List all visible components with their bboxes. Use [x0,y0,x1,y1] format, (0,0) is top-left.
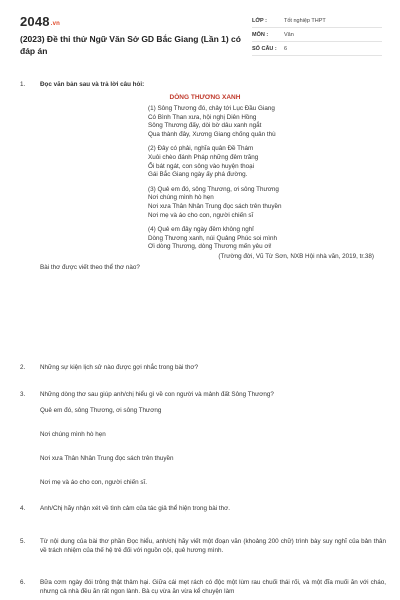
poem-stanza-2 [148,145,386,179]
info-value: Tốt nghiệp THPT [284,17,326,24]
quoted-line: Nơi mẹ và áo cho con, người chiến sĩ. [40,479,147,486]
poem-stanza-1 [148,105,386,139]
poem-line: Gái Bắc Giang ngày ấy phá đường. [148,171,248,179]
poem-line: Nơi mẹ và áo cho con, người chiến sĩ [148,211,254,219]
quoted-line: Nơi xưa Thân Nhân Trung đọc sách trên thuyền [40,455,174,462]
question-text: Từ nội dung của bài thơ phần Đọc hiểu, anh/chị hãy viết một đoạn văn (khoảng 200 chữ) trình bày suy nghĩ của bản thân về trách nhiệm của thế hệ trẻ đối với nguồn cội, quê hương mình. [40,538,386,554]
question-prompt: Đọc văn bản sau và trả lời câu hỏi: [40,81,145,88]
question-text: Những sự kiện lịch sử nào được gợi nhắc trong bài thơ? [40,364,199,371]
info-value: 6 [284,45,288,52]
question-2 [20,363,386,372]
info-label: LỚP : [252,17,267,24]
question-number: 4. [20,505,26,512]
question-4 [20,504,386,513]
question-text: Bữa cơm ngày đói trông thật thảm hại. Giữa cái mẹt rách có độc một lùm rau chuối thái rối, và một đĩa muối ăn với cháo, nhưng cả nhà đều ăn rất ngon lành. Bà cụ vừa ăn vừa kể chuyện làm [40,579,386,595]
info-label: MÔN : [252,31,269,38]
quoted-lines [40,406,386,487]
poem-line: Nơi xưa Thân Nhân Trung đọc sách trên thuyền [148,202,282,210]
question-5 [20,537,386,555]
info-label: SỐ CÂU : [252,45,277,52]
poem-line: Ổi bát ngát, con sông vào huyện thoại [148,162,255,170]
question-number: 3. [20,391,26,398]
question-number: 1. [20,81,26,88]
question-text: Những dòng thơ sau giúp anh/chị hiểu gì về con người và mảnh đất Sông Thương? [40,391,274,398]
site-logo[interactable] [20,14,60,29]
poem-line: Ơi dòng Thương, dòng Thương mến yêu ơi! [148,243,272,251]
question-3 [20,390,386,502]
logo-suffix: .vn [50,21,61,27]
poem-source: (Trường đời, Vũ Từ Sơn, NXB Hội nhà văn, 2019, tr.38) [218,252,374,260]
poem-stanza-3 [148,186,386,220]
poem-line: Dòng Thương xanh, núi Quảng Phúc soi mình [148,234,277,242]
poem-line: Nơi chúng mình hò hẹn [148,194,214,202]
poem-line: Sông Thương đấy, dòi bờ dâu xanh ngắt [148,122,262,130]
exam-info-table [252,14,382,56]
poem-line: (4) Quê em đây ngày đêm không nghỉ [148,226,254,234]
poem-line: (1) Sông Thương đó, chảy tới Lục Đầu Giang [148,105,275,112]
poem-stanza-4 [148,226,386,252]
quoted-line: Nơi chúng mình hò hẹn [40,431,106,438]
question-number: 2. [20,364,26,371]
info-row-count [252,42,382,56]
page-title: (2023) Đề thi thử Ngữ Văn Sở GD Bắc Giang (Lần 1) có đáp án [20,34,241,56]
question-text: Anh/Chị hãy nhận xét về tình cảm của tác giả thể hiện trong bài thơ. [40,505,231,512]
poem-line: Có Bình Than xưa, hội nghị Diên Hồng [148,113,257,121]
question-number: 5. [20,538,26,545]
poem-line: (3) Quê em đó, sông Thương, ơi sông Thương [148,185,279,193]
question-1 [20,80,386,272]
poem-title: DÒNG THƯƠNG XANH [169,94,241,101]
info-value: Văn [284,31,294,38]
poem [148,105,386,261]
poem-line: Xuôi chèo đánh Pháp những đêm trăng [148,153,259,161]
quoted-line: Quê em đó, sông Thương, ơi sông Thương [40,407,162,414]
question-number: 6. [20,579,26,586]
info-row-class [252,14,382,28]
poem-line: Qua thành đây, Xương Giang chống quân thù [148,130,276,138]
question-text: Bài thơ được viết theo thể thơ nào? [40,263,140,271]
info-row-subject [252,28,382,42]
question-6 [20,578,386,596]
logo-text: 2048 [20,14,50,29]
poem-line: (2) Đây có phải, nghĩa quân Đề Thám [148,145,254,153]
